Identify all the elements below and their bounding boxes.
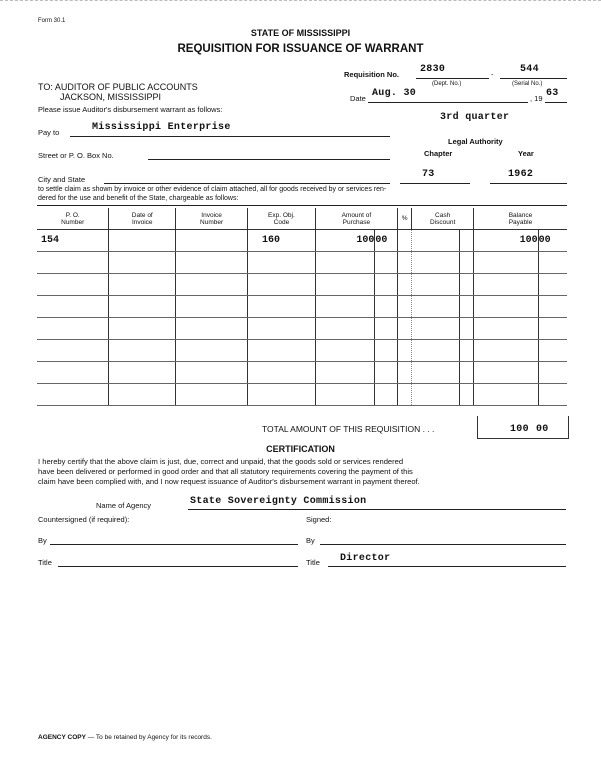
amount-cell[interactable]: 100 <box>315 230 375 252</box>
total-cents: 00 <box>536 424 549 435</box>
settle-text-2: dered for the use and benefit of the State, chargeable as follows: <box>38 195 239 202</box>
po-header-text: P. O. Number <box>61 211 85 226</box>
chapter-value[interactable]: 73 <box>422 169 435 180</box>
line-items-table <box>37 208 567 406</box>
date-value[interactable]: Aug. 30 <box>372 88 417 99</box>
state-heading: STATE OF MISSISSIPPI <box>250 28 351 38</box>
balance-cents-cell[interactable]: 00 <box>538 230 567 252</box>
form-number: Form 30.1 <box>38 18 66 24</box>
certification-line-2: have been delivered or performed in good order and that all statutory requirements covering the payment of this <box>38 467 413 476</box>
street-field[interactable] <box>148 159 390 160</box>
signed-title-value[interactable]: Director <box>340 553 391 564</box>
footer-note <box>38 734 212 741</box>
legal-authority-heading: Legal Authority <box>448 137 503 146</box>
discount-cell[interactable] <box>412 230 459 252</box>
year-suffix[interactable]: 63 <box>546 88 559 99</box>
countersign-by-label: By <box>38 536 47 545</box>
date-cell[interactable] <box>109 230 176 252</box>
year-prefix: , 19 <box>530 94 543 103</box>
signed-title-label: Title <box>306 558 320 567</box>
serial-number[interactable]: 544 <box>520 64 539 75</box>
code-cell[interactable]: 160 <box>248 230 316 252</box>
table-row <box>37 274 567 296</box>
percent-cell[interactable] <box>397 230 411 252</box>
agency-label: Name of Agency <box>96 501 152 510</box>
discount-cents-cell[interactable] <box>459 230 473 252</box>
col-cash-discount: Cash Discount <box>412 208 474 230</box>
year-label: Year <box>518 149 534 158</box>
table-row <box>37 340 567 362</box>
certification-heading: CERTIFICATION <box>266 444 335 454</box>
agency-value[interactable]: State Sovereignty Commission <box>190 496 367 507</box>
legal-year-value[interactable]: 1962 <box>508 169 534 180</box>
col-invoice-number: Invoice Number <box>176 208 248 230</box>
col-date-of-invoice: Date of Invoice <box>109 208 176 230</box>
countersign-title-field[interactable] <box>58 566 298 567</box>
signed-by-field[interactable] <box>320 544 566 545</box>
col-po-number <box>37 208 109 230</box>
col-amount-of-purchase: Amount of Purchase <box>315 208 397 230</box>
balance-cell[interactable]: 100 <box>473 230 538 252</box>
po-cell[interactable]: 154 <box>37 230 109 252</box>
table-header-row <box>37 208 567 230</box>
col-balance-payable: Balance Payable <box>473 208 567 230</box>
pay-to-label: Pay to <box>38 128 60 137</box>
date-label: Date <box>350 94 366 103</box>
total-label: TOTAL AMOUNT OF THIS REQUISITION . . . <box>262 424 435 434</box>
settle-text-1: to settle claim as shown by invoice or other evidence of claim attached, all for goods received by or services ren- <box>38 186 387 193</box>
instruction-text: Please issue Auditor's disbursement warrant as follows: <box>38 105 223 114</box>
col-percent: % <box>397 208 411 230</box>
signed-by-label: By <box>306 536 315 545</box>
table-row <box>37 252 567 274</box>
countersign-by-field[interactable] <box>50 544 298 545</box>
chapter-label: Chapter <box>424 149 453 158</box>
footer-bold: AGENCY COPY <box>38 734 86 741</box>
dept-number[interactable]: 2830 <box>420 64 446 75</box>
amount-cents-cell[interactable]: 00 <box>375 230 398 252</box>
table-row <box>37 384 567 406</box>
serial-caption: (Serial No.) <box>512 81 543 87</box>
certification-line-3: claim have been complied with, and I now request issuance of Auditor's disbursement warrant in payment thereof. <box>38 477 420 486</box>
form-title: REQUISITION FOR ISSUANCE OF WARRANT <box>177 43 424 55</box>
table-row <box>37 296 567 318</box>
street-label: Street or P. O. Box No. <box>38 151 114 160</box>
dept-caption: (Dept. No.) <box>432 81 462 87</box>
quarter-note: 3rd quarter <box>440 112 510 123</box>
table-row <box>37 362 567 384</box>
to-line-2: JACKSON, MISSISSIPPI <box>60 92 162 102</box>
table-row <box>37 230 567 252</box>
countersign-title-label: Title <box>38 558 52 567</box>
to-line-1: TO: AUDITOR OF PUBLIC ACCOUNTS <box>38 82 198 92</box>
col-exp-obj-code: Exp. Obj. Code <box>248 208 316 230</box>
certification-line-1: I hereby certify that the above claim is just, due, correct and unpaid, that the goods sold or services rendered <box>38 457 404 466</box>
perforation-line <box>0 0 601 1</box>
city-label: City and State <box>38 175 86 184</box>
payee-value[interactable]: Mississippi Enterprise <box>92 122 231 133</box>
table-row <box>37 318 567 340</box>
footer-rest: — To be retained by Agency for its records. <box>85 734 212 741</box>
requisition-label: Requisition No. <box>344 70 399 79</box>
countersigned-label: Countersigned (if required): <box>38 515 130 524</box>
total-dollars: 100 <box>510 424 529 435</box>
invoice-cell[interactable] <box>176 230 248 252</box>
signed-label: Signed: <box>306 515 332 524</box>
city-field[interactable] <box>104 183 390 184</box>
